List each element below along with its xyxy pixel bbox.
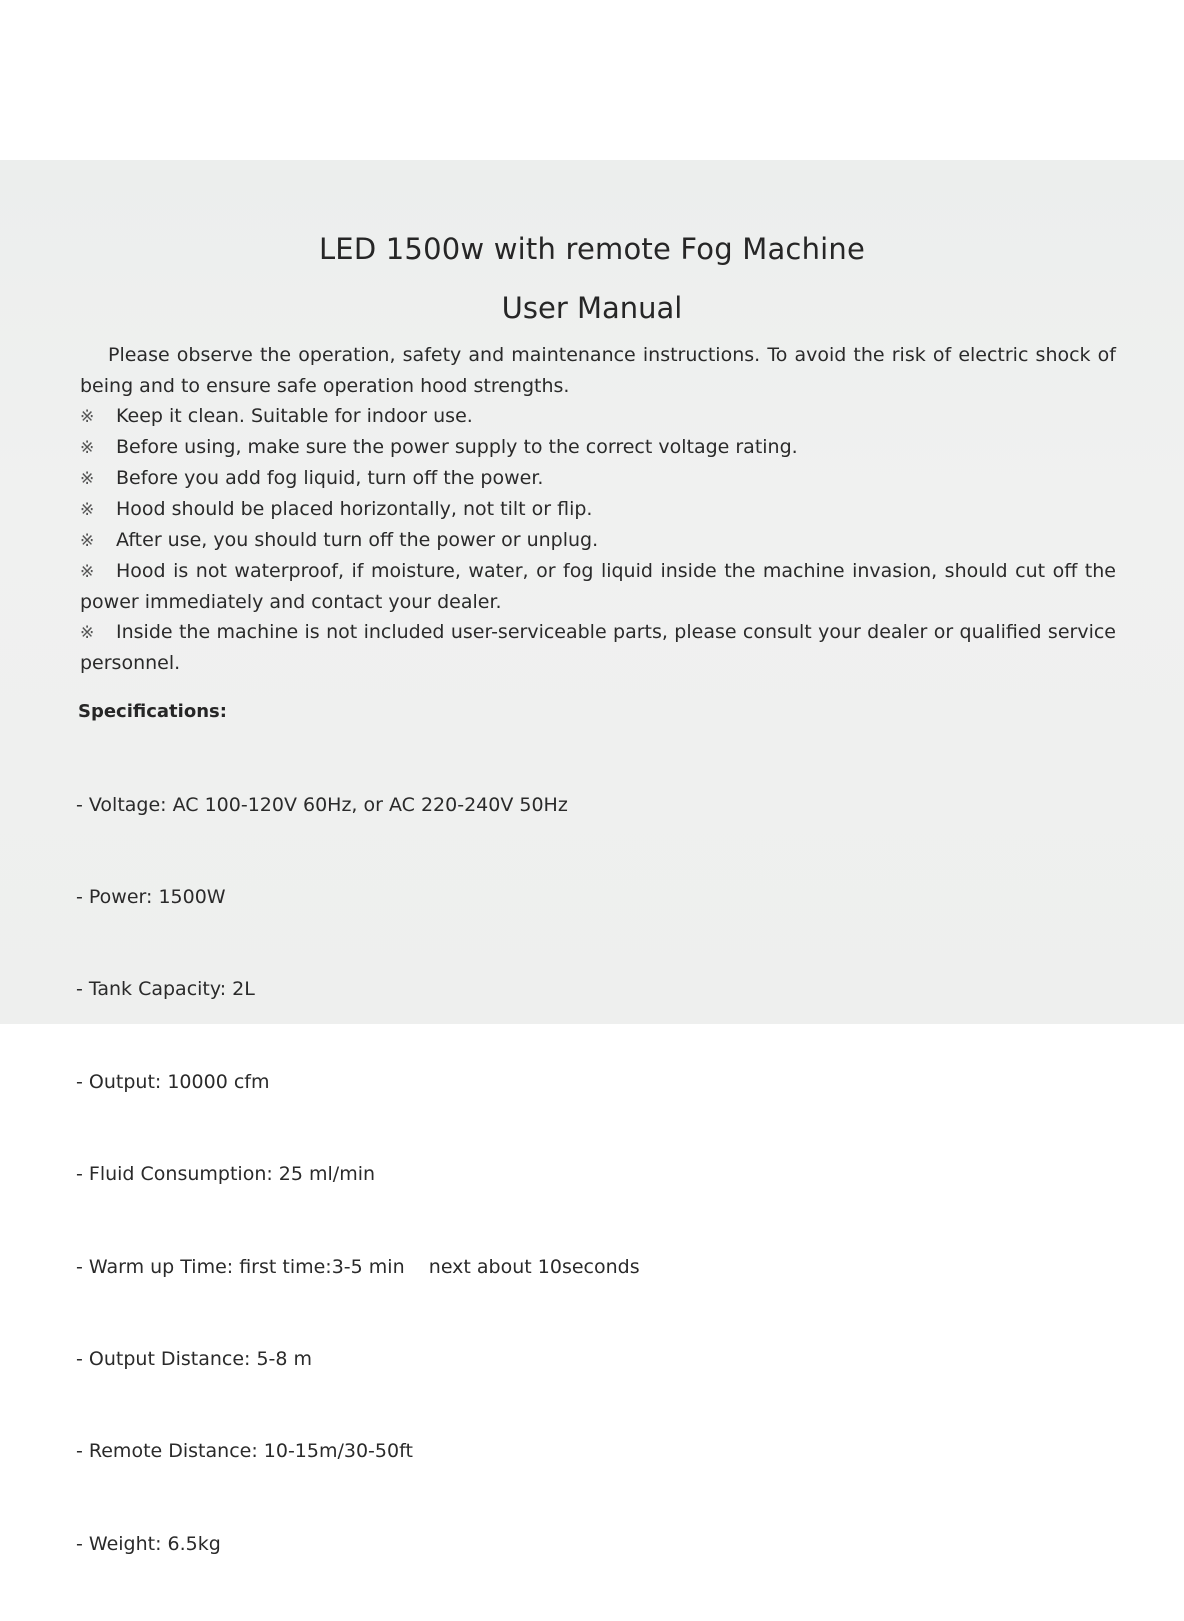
- safety-rule-text: Hood should be placed horizontally, not tilt or flip.: [116, 498, 593, 520]
- safety-rule: [80, 463, 1116, 494]
- intro-paragraph: Please observe the operation, safety and maintenance instructions. To avoid the risk of electric shock of being and to ensure safe operation hood strengths.: [80, 344, 1116, 397]
- manual-subtitle: User Manual: [501, 291, 683, 325]
- reference-mark-icon: ※: [80, 438, 95, 458]
- safety-rules-list: [80, 401, 1116, 678]
- manual-sheet: [0, 160, 1184, 1555]
- safety-rule-text: Inside the machine is not included user-serviceable parts, please consult your dealer or qualified service personnel.: [80, 621, 1116, 674]
- specifications-list: [76, 728, 640, 1621]
- spec-item: - Weight: 6.5kg: [76, 1532, 221, 1555]
- safety-rule: [80, 525, 1116, 556]
- safety-rule-text: Hood is not waterproof, if moisture, water, or fog liquid inside the machine invasion, should cut off the power immediately and contact your dealer.: [80, 560, 1116, 613]
- spec-item: - Warm up Time: first time:3-5 min next about 10seconds: [76, 1255, 640, 1278]
- spec-item: - Remote Distance: 10-15m/30-50ft: [76, 1440, 413, 1463]
- reference-mark-icon: ※: [80, 500, 95, 520]
- reference-mark-icon: ※: [80, 469, 95, 489]
- safety-rule-text: Before using, make sure the power supply to the correct voltage rating.: [116, 436, 798, 458]
- spec-item: - Fluid Consumption: 25 ml/min: [76, 1163, 376, 1186]
- reference-mark-icon: ※: [80, 623, 95, 643]
- spec-item: - Power: 1500W: [76, 885, 226, 908]
- safety-rule: [80, 432, 1116, 463]
- safety-rule: [80, 494, 1116, 525]
- spec-item: - Tank Capacity: 2L: [76, 978, 255, 1001]
- safety-rule: [80, 617, 1116, 678]
- spec-item: - Output Distance: 5-8 m: [76, 1347, 313, 1370]
- reference-mark-icon: ※: [80, 407, 95, 427]
- safety-rule-text: After use, you should turn off the power or unplug.: [116, 529, 599, 551]
- safety-rule: [80, 556, 1116, 617]
- manual-title: LED 1500w with remote Fog Machine: [318, 232, 866, 266]
- specifications-heading: Specifications:: [78, 701, 227, 722]
- spec-item: - Output: 10000 cfm: [76, 1070, 270, 1093]
- reference-mark-icon: ※: [80, 562, 95, 582]
- reference-mark-icon: ※: [80, 531, 95, 551]
- safety-rule-text: Keep it clean. Suitable for indoor use.: [116, 405, 473, 427]
- spec-item: - Voltage: AC 100-120V 60Hz, or AC 220-240V 50Hz: [76, 793, 568, 816]
- safety-rule: [80, 401, 1116, 432]
- safety-rule-text: Before you add fog liquid, turn off the power.: [116, 467, 544, 489]
